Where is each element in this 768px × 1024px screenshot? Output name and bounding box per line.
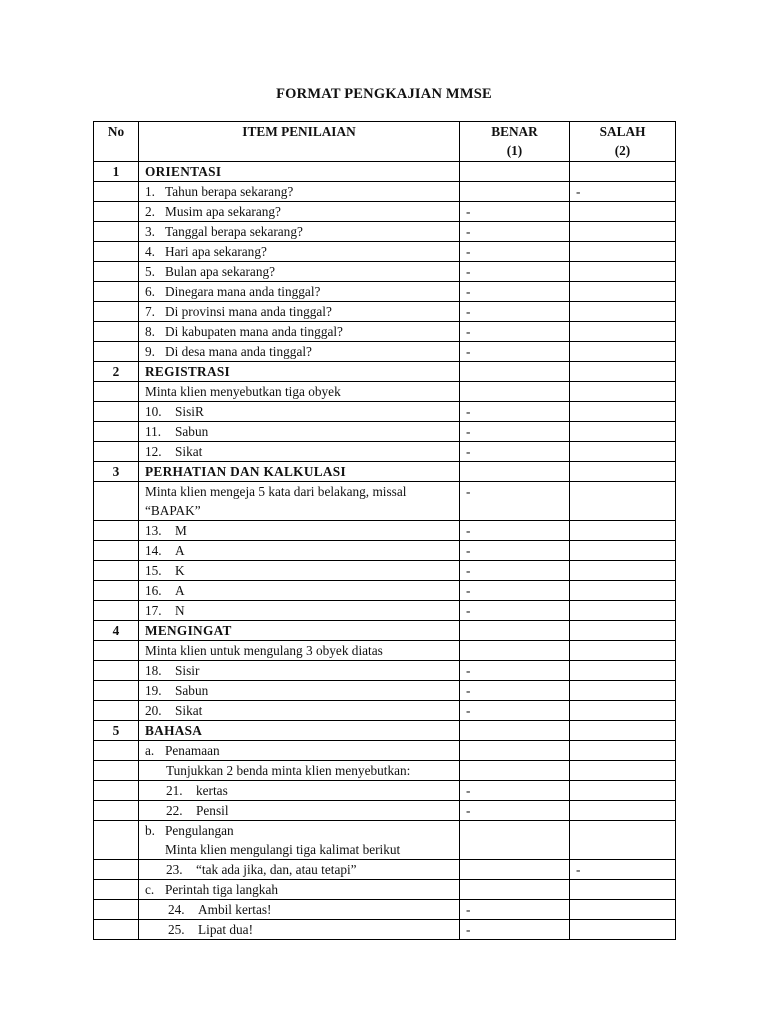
benar-mark: - bbox=[460, 222, 570, 242]
table-row: 3. Tanggal berapa sekarang? - bbox=[94, 222, 676, 242]
table-row: 21. kertas - bbox=[94, 781, 676, 801]
table-row: 9. Di desa mana anda tinggal? - bbox=[94, 342, 676, 362]
section-row: 3 PERHATIAN DAN KALKULASI bbox=[94, 462, 676, 482]
table-row: 23. “tak ada jika, dan, atau tetapi” - bbox=[94, 860, 676, 880]
benar-mark: - bbox=[460, 701, 570, 721]
table-row: a. Penamaan bbox=[94, 741, 676, 761]
salah-mark: - bbox=[570, 182, 676, 202]
section-title: ORIENTASI bbox=[139, 162, 460, 182]
benar-mark: - bbox=[460, 342, 570, 362]
table-row: 4. Hari apa sekarang? - bbox=[94, 242, 676, 262]
section-row: 2 REGISTRASI bbox=[94, 362, 676, 382]
benar-mark: - bbox=[460, 282, 570, 302]
table-row: 16. A - bbox=[94, 581, 676, 601]
benar-mark: - bbox=[460, 581, 570, 601]
table-row bbox=[94, 382, 676, 402]
benar-mark: - bbox=[460, 521, 570, 541]
table-row: c. Perintah tiga langkah bbox=[94, 880, 676, 900]
header-item: ITEM PENILAIAN bbox=[139, 122, 460, 162]
table-row bbox=[94, 482, 676, 521]
benar-mark: - bbox=[460, 920, 570, 940]
benar-mark: - bbox=[460, 442, 570, 462]
instruction-text: Minta klien menyebutkan tiga obyek bbox=[139, 382, 460, 402]
benar-mark: - bbox=[460, 422, 570, 442]
benar-mark: - bbox=[460, 601, 570, 621]
section-title: PERHATIAN DAN KALKULASI bbox=[139, 462, 460, 482]
table-row: 24. Ambil kertas! - bbox=[94, 900, 676, 920]
table-row: b. Pengulangan Minta klien mengulangi tiga kalimat berikut bbox=[94, 821, 676, 860]
benar-mark: - bbox=[460, 322, 570, 342]
salah-mark: - bbox=[570, 860, 676, 880]
table-row: 25. Lipat dua! - bbox=[94, 920, 676, 940]
header-benar: BENAR (1) bbox=[460, 122, 570, 162]
table-row: 5. Bulan apa sekarang? - bbox=[94, 262, 676, 282]
table-header-row bbox=[94, 122, 676, 162]
benar-mark: - bbox=[460, 900, 570, 920]
table-row bbox=[94, 641, 676, 661]
benar-mark: - bbox=[460, 561, 570, 581]
instruction-text: Minta klien mengeja 5 kata dari belakang, missal “BAPAK” bbox=[139, 482, 460, 521]
table-row: 15. K - bbox=[94, 561, 676, 581]
table-row: 19. Sabun - bbox=[94, 681, 676, 701]
benar-mark: - bbox=[460, 541, 570, 561]
table-row: 18. Sisir - bbox=[94, 661, 676, 681]
benar-mark: - bbox=[460, 801, 570, 821]
table-row: 20. Sikat - bbox=[94, 701, 676, 721]
header-salah: SALAH (2) bbox=[570, 122, 676, 162]
benar-mark: - bbox=[460, 681, 570, 701]
benar-mark: - bbox=[460, 402, 570, 422]
table-row: 1. Tahun berapa sekarang? - bbox=[94, 182, 676, 202]
table-row: 17. N - bbox=[94, 601, 676, 621]
mmse-table bbox=[93, 121, 676, 940]
benar-mark: - bbox=[460, 482, 570, 521]
benar-mark: - bbox=[460, 202, 570, 222]
section-row: 1 ORIENTASI bbox=[94, 162, 676, 182]
instruction-text: Tunjukkan 2 benda minta klien menyebutkan: bbox=[139, 761, 460, 781]
section-row: 4 MENGINGAT bbox=[94, 621, 676, 641]
table-row: 12. Sikat - bbox=[94, 442, 676, 462]
instruction-text: Minta klien mengulangi tiga kalimat berikut bbox=[165, 842, 401, 857]
section-title: MENGINGAT bbox=[139, 621, 460, 641]
section-title: BAHASA bbox=[139, 721, 460, 741]
instruction-text: Minta klien untuk mengulang 3 obyek diatas bbox=[139, 641, 460, 661]
benar-mark: - bbox=[460, 262, 570, 282]
table-row: 11. Sabun - bbox=[94, 422, 676, 442]
table-row: 7. Di provinsi mana anda tinggal? - bbox=[94, 302, 676, 322]
table-row: 2. Musim apa sekarang? - bbox=[94, 202, 676, 222]
table-row bbox=[94, 761, 676, 781]
benar-mark: - bbox=[460, 661, 570, 681]
table-row: 14. A - bbox=[94, 541, 676, 561]
table-row: 22. Pensil - bbox=[94, 801, 676, 821]
section-title: REGISTRASI bbox=[139, 362, 460, 382]
table-row: 13. M - bbox=[94, 521, 676, 541]
section-row: 5 BAHASA bbox=[94, 721, 676, 741]
benar-mark: - bbox=[460, 781, 570, 801]
benar-mark: - bbox=[460, 242, 570, 262]
document-title: FORMAT PENGKAJIAN MMSE bbox=[276, 86, 492, 102]
table-row: 8. Di kabupaten mana anda tinggal? - bbox=[94, 322, 676, 342]
table-row: 10. SisiR - bbox=[94, 402, 676, 422]
table-row: 6. Dinegara mana anda tinggal? - bbox=[94, 282, 676, 302]
header-no: No bbox=[94, 122, 139, 162]
benar-mark: - bbox=[460, 302, 570, 322]
